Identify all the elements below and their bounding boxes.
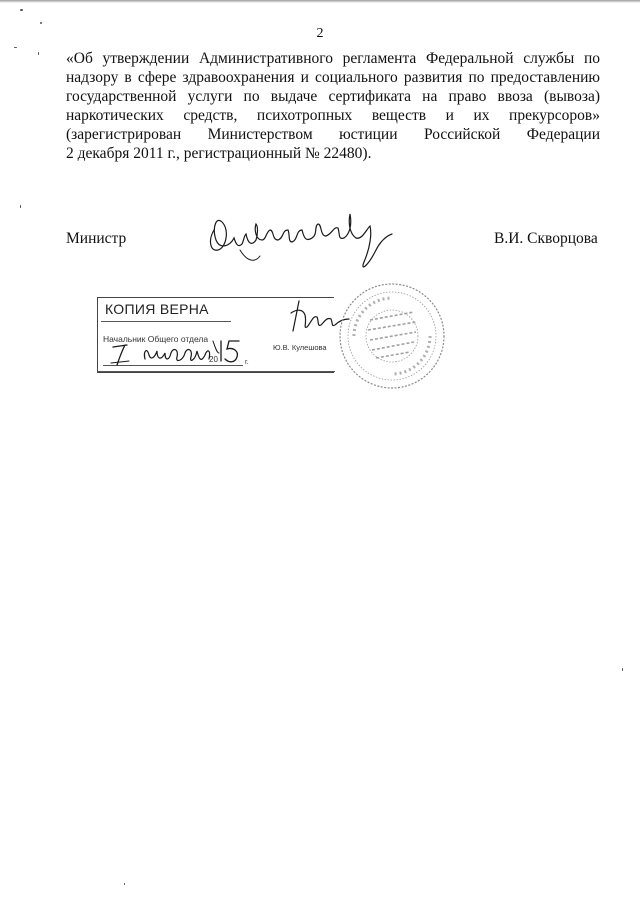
handwritten-year-icon	[215, 337, 245, 365]
signatory-title: Министр	[66, 230, 127, 247]
body-line: надзору в сфере здравоохранения и социального развития по предоставлению	[66, 69, 600, 86]
scan-speck	[38, 52, 39, 55]
body-line: 2 декабря 2011 г., регистрационный № 22480).	[66, 145, 372, 162]
body-line: государственной услуги по выдаче сертификата на право ввоза (вывоза)	[66, 88, 600, 105]
round-seal-icon	[336, 280, 448, 392]
stamp-bottom-line	[97, 371, 335, 372]
scan-speck	[20, 205, 21, 208]
scan-edge	[0, 0, 640, 3]
page-number: 2	[316, 26, 324, 41]
stamp-title: КОПИЯ ВЕРНА	[105, 301, 209, 317]
stamp-year-suffix: г.	[245, 359, 249, 366]
scan-speck	[20, 9, 23, 11]
scan-speck	[622, 668, 623, 671]
stamp-position: Начальник Общего отдела	[103, 334, 209, 344]
body-line: наркотических средств, психотропных веществ и их прекурсоров»	[66, 107, 600, 124]
stamp-divider	[101, 321, 231, 322]
copy-certification-stamp	[97, 297, 335, 373]
scan-speck	[14, 47, 17, 48]
scan-speck	[40, 22, 42, 24]
document-body	[66, 49, 600, 163]
scan-speck	[124, 883, 125, 885]
body-line: «Об утверждении Административного регламента Федеральной службы по	[66, 50, 600, 67]
handwritten-signature-icon	[200, 200, 400, 280]
body-line: (зарегистрирован Министерством юстиции Российской Федерации	[66, 126, 600, 143]
stamp-year-prefix: 20	[209, 355, 218, 364]
stamp-person: Ю.В. Кулешова	[273, 343, 327, 352]
signatory-name: В.И. Скворцова	[494, 230, 598, 247]
